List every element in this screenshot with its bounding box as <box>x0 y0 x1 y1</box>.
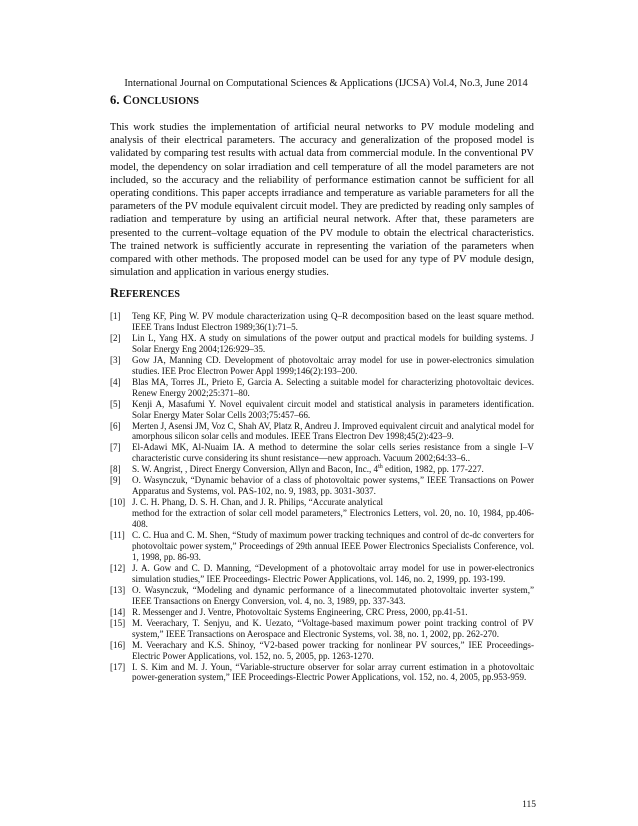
reference-item <box>110 563 534 585</box>
reference-item <box>110 607 534 618</box>
reference-number: [8] <box>110 464 121 475</box>
reference-number: [16] <box>110 639 126 650</box>
reference-number: [15] <box>110 617 126 628</box>
reference-text: O. Wasynczuk, “Modeling and dynamic performance of a linecommutated photovoltaic inverter system,” IEEE Transactions on Energy Conversion, vol. 4, no. 3, 1989, pp. 337-343. <box>132 584 534 606</box>
reference-item <box>110 333 534 355</box>
conclusions-heading <box>110 93 199 108</box>
reference-item <box>110 585 534 607</box>
reference-text: Merten J, Asensi JM, Voz C, Shah AV, Platz R, Andreu J. Improved equivalent circuit and analytical model for amorphous silicon solar cells and modules. IEEE Trans Electron Dev 1998;45(2):423–9. <box>132 420 534 442</box>
reference-item <box>110 399 534 421</box>
reference-text-line2: method for the extraction of solar cell model parameters,” Electronics Letters, vol. 20, no. 10, 1984, pp.406-408. <box>132 508 534 530</box>
reference-superscript: th <box>378 464 383 471</box>
reference-text-after: edition, 1982, pp. 177-227. <box>382 464 484 475</box>
reference-text: M. Veerachary, T. Senjyu, and K. Uezato, “Voltage-based maximum power point tracking control of PV system,” IEEE Transactions on Aerospace and Electronic Systems, vol. 38, no. 1, 2002, pp. 262-270. <box>132 617 534 639</box>
reference-number: [4] <box>110 376 121 387</box>
reference-text: El-Adawi MK, Al-Nuaim IA. A method to determine the solar cells series resistance from a single I–V characteristic curve considering its shunt resistance—new approach. Vacuum 2002;64:33–6.. <box>132 442 534 464</box>
reference-number: [5] <box>110 398 121 409</box>
reference-text: I. S. Kim and M. J. Youn, “Variable-structure observer for solar array current estimation in a photovoltaic power-generation system,” IEE Proceedings-Electric Power Applications, vol. 152, no. 4, 2005, pp.953-959. <box>132 661 534 683</box>
reference-item <box>110 618 534 640</box>
reference-text-before: S. W. Angrist, , Direct Energy Conversion, Allyn and Bacon, Inc., 4 <box>132 464 379 475</box>
references-heading <box>110 286 180 301</box>
reference-item <box>110 464 534 475</box>
reference-number: [17] <box>110 661 126 672</box>
conclusions-title-rest: ONCLUSIONS <box>131 96 200 107</box>
reference-item <box>110 311 534 333</box>
reference-number: [10] <box>110 497 126 508</box>
references-title-rest: EFERENCES <box>119 289 181 300</box>
reference-number: [12] <box>110 562 126 573</box>
reference-text: Kenji A, Masafumi Y. Novel equivalent circuit model and statistical analysis in parameters identification. Solar Energy Mater Solar Cells 2003;75:457–66. <box>132 398 534 420</box>
reference-text: C. C. Hua and C. M. Shen, “Study of maximum power tracking techniques and control of dc-dc converters for photovoltaic power system,” Proceedings of 29th annual IEEE Power Electronics Specialists Conference, vol. 1, 1998, pp. 86-93. <box>132 530 534 562</box>
reference-item <box>110 442 534 464</box>
reference-text: M. Veerachary and K.S. Shinoy, “V2-based power tracking for nonlinear PV sources,” IEE Proceedings-Electric Power Applications, vol. 152, no. 5, 2005, pp. 1263-1270. <box>132 639 534 661</box>
references-title-initial: R <box>110 286 120 300</box>
reference-number: [2] <box>110 332 121 343</box>
reference-text: J. A. Gow and C. D. Manning, “Development of a photovoltaic array model for use in power-electronics simulation studies,” IEE Proceedings- Electric Power Applications, vol. 146, no. 2, 1999, pp. 193-199. <box>132 562 534 584</box>
conclusions-paragraph: This work studies the implementation of artificial neural networks to PV module modeling and analysis of their electrical parameters. The accuracy and generalization of the proposed model is validated by comparing test results with actual data from commercial module. In the conventional PV model, the dependency on solar irradiation and cell temperature of all the model parameters are not included, so the accuracy and the reliability of performance estimation cannot be sufficient for all operating conditions. This paper accepts irradiance and temperature as variable parameters for all the parameters of the PV module equivalent circuit model. They are predicted by reading only samples of radiation and temperature by using an artificial neural network. After that, these parameters are presented to the current–voltage equation of the PV module to obtain the electrical characteristics. The trained network is sufficiently accurate in representing the variation of the parameters when compared with other methods. The proposed model can be used for any type of PV module design, simulation and application in various energy studies. <box>110 122 534 279</box>
reference-number: [1] <box>110 311 121 321</box>
reference-item <box>110 377 534 399</box>
conclusions-number: 6. <box>110 93 120 107</box>
reference-text: O. Wasynczuk, “Dynamic behavior of a class of photovoltaic power systems,” IEEE Transactions on Power Apparatus and Systems, vol. PAS-102, no. 9, 1983, pp. 3031-3037. <box>132 475 534 497</box>
conclusions-title-initial: C <box>122 93 132 107</box>
reference-item <box>110 640 534 662</box>
reference-text: Teng KF, Ping W. PV module characterization using Q–R decomposition based on the least square method. IEEE Trans Indust Electron 1989;36(1):71–5. <box>132 311 534 332</box>
page-number: 115 <box>522 800 536 810</box>
reference-list <box>110 311 534 683</box>
reference-item <box>110 497 534 530</box>
reference-number: [9] <box>110 475 121 486</box>
reference-number: [13] <box>110 584 126 595</box>
reference-text: Gow JA, Manning CD. Development of photovoltaic array model for use in power-electronics simulation studies. IEE Proc Electron Power Appl 1999;146(2):193–200. <box>132 354 534 376</box>
reference-number: [6] <box>110 420 121 431</box>
reference-text: Blas MA, Torres JL, Prieto E, Garcia A. Selecting a suitable model for characterizing photovoltaic devices. Renew Energy 2002;25:371–80. <box>132 376 534 398</box>
reference-number: [11] <box>110 530 125 541</box>
journal-header: International Journal on Computational Sciences & Applications (IJCSA) Vol.4, No.3, June 2014 <box>124 78 528 89</box>
reference-text: R. Messenger and J. Ventre, Photovoltaic Systems Engineering, CRC Press, 2000, pp.41-51. <box>132 606 468 617</box>
reference-text-line1: J. C. H. Phang, D. S. H. Chan, and J. R. Philips, “Accurate analytical <box>132 497 384 508</box>
reference-number: [7] <box>110 442 121 453</box>
reference-item <box>110 355 534 377</box>
reference-text <box>132 464 534 475</box>
reference-text: Lin L, Yang HX. A study on simulations of the power output and practical models for building systems. J Solar Energy Eng 2004;126:929–35. <box>132 332 534 354</box>
reference-item <box>110 662 534 684</box>
reference-item <box>110 475 534 497</box>
reference-text <box>132 497 534 530</box>
reference-number: [14] <box>110 606 126 617</box>
reference-item <box>110 421 534 443</box>
reference-item <box>110 530 534 563</box>
reference-number: [3] <box>110 354 121 365</box>
